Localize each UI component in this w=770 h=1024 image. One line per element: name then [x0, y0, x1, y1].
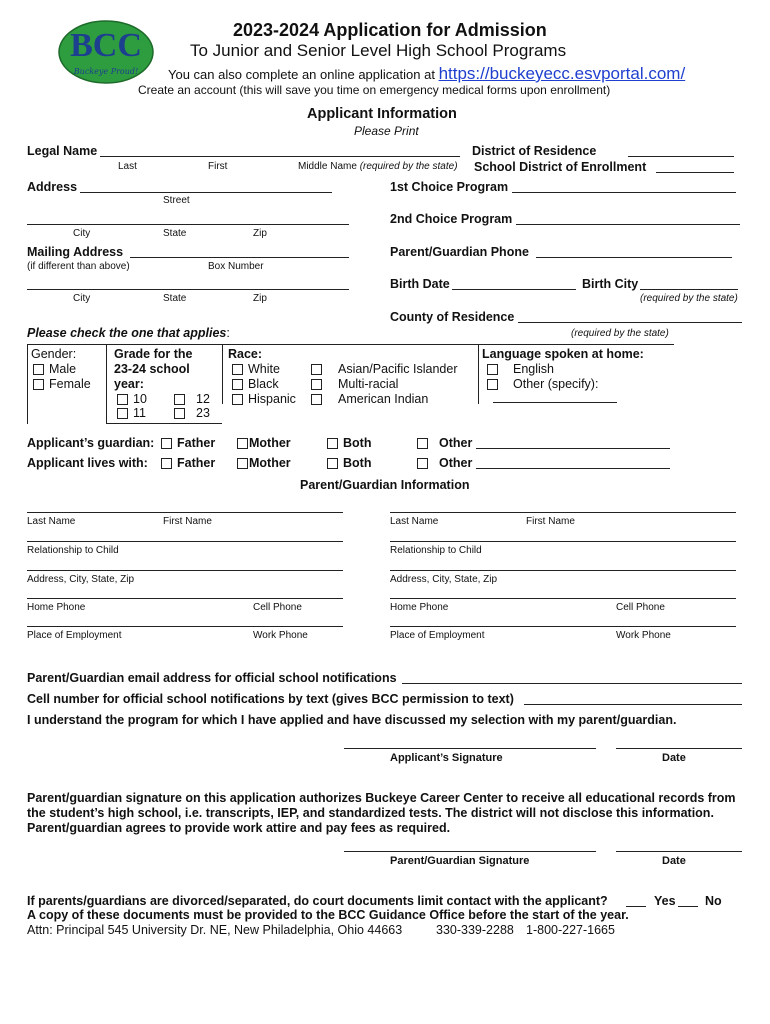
guardian-both-label: Both: [343, 436, 372, 450]
account-note: Create an account (this will save you time on emergency medical forms upon enrollment): [138, 83, 611, 97]
race-multiracial-checkbox[interactable]: [311, 379, 322, 390]
attn-address: Attn: Principal 545 University Dr. NE, New Philadelphia, Ohio 44663: [27, 923, 403, 937]
applicant-date-label: Date: [662, 752, 686, 764]
no-blank[interactable]: [678, 906, 698, 907]
grade-11-label: 11: [133, 406, 146, 420]
copy-note: A copy of these documents must be provided to the BCC Guidance Office before the start of the year.: [27, 908, 629, 922]
lives-with-label: Applicant lives with:: [27, 456, 148, 470]
language-label: Language spoken at home:: [482, 347, 644, 361]
race-american-indian-label: American Indian: [338, 392, 429, 406]
online-url-link[interactable]: https://buckeyecc.esvportal.com/: [438, 64, 686, 83]
state-label: State: [163, 228, 187, 239]
language-english-label: English: [513, 362, 554, 376]
p2-address-field[interactable]: [390, 570, 736, 571]
parent-phone-field[interactable]: [536, 257, 732, 258]
p1-last-name-label: Last Name: [27, 516, 76, 527]
p1-relationship-field[interactable]: [27, 541, 343, 542]
county-field[interactable]: [518, 322, 742, 323]
cell-notify-label: Cell number for official school notifications by text (gives BCC permission to text): [27, 692, 514, 706]
authorization-line-1: Parent/guardian signature on this application authorizes Buckeye Career Center to receive all educational records from: [27, 791, 736, 805]
p2-home-phone-label: Home Phone: [390, 602, 449, 613]
second-choice-label: 2nd Choice Program: [390, 212, 513, 226]
gender-female-checkbox[interactable]: [33, 379, 44, 390]
mailing-city-field[interactable]: [27, 289, 349, 290]
p1-address-label: Address, City, State, Zip: [27, 574, 135, 585]
guardian-father-checkbox[interactable]: [161, 438, 172, 449]
mailing-field[interactable]: [130, 257, 349, 258]
language-other-field[interactable]: [493, 402, 617, 403]
district-field[interactable]: [628, 156, 734, 157]
city-label: City: [73, 228, 91, 239]
gender-label: Gender:: [31, 347, 77, 361]
p2-last-name-label: Last Name: [390, 516, 439, 527]
p1-name-field[interactable]: [27, 512, 343, 513]
race-white-label: White: [248, 362, 280, 376]
p1-employment-label: Place of Employment: [27, 630, 122, 641]
birth-city-field[interactable]: [640, 289, 738, 290]
guardian-other-label: Other: [439, 436, 473, 450]
lives-father-label: Father: [177, 456, 216, 470]
p2-address-label: Address, City, State, Zip: [390, 574, 498, 585]
language-other-label: Other (specify):: [513, 377, 599, 391]
understand-statement: I understand the program for which I have applied and have discussed my selection with my parent/guardian.: [27, 713, 677, 727]
email-notify-field[interactable]: [402, 683, 742, 684]
p1-phone-field[interactable]: [27, 598, 343, 599]
birth-city-label: Birth City: [582, 277, 639, 291]
parent-signature-label: Parent/Guardian Signature: [390, 855, 530, 867]
bcc-logo: [58, 20, 154, 84]
p2-employment-label: Place of Employment: [390, 630, 485, 641]
race-asian-checkbox[interactable]: [311, 364, 322, 375]
legal-name-label: Legal Name: [27, 144, 98, 158]
applicant-signature-field[interactable]: [344, 748, 596, 749]
lives-other-label: Other: [439, 456, 473, 470]
box-number-label: Box Number: [208, 261, 264, 272]
email-notify-label: Parent/Guardian email address for official school notifications: [27, 671, 397, 685]
parent-info-heading: Parent/Guardian Information: [300, 478, 470, 492]
grade-label-2: 23-24 school: [114, 362, 190, 376]
birth-date-field[interactable]: [452, 289, 576, 290]
guardian-mother-checkbox[interactable]: [237, 438, 248, 449]
lives-father-checkbox[interactable]: [161, 458, 172, 469]
birth-city-required: (required by the state): [640, 293, 738, 304]
guardian-father-label: Father: [177, 436, 216, 450]
street-label: Street: [163, 195, 190, 206]
p1-first-name-label: First Name: [163, 516, 212, 527]
first-label: First: [208, 161, 228, 172]
mailing-city-label: City: [73, 293, 91, 304]
p1-address-field[interactable]: [27, 570, 343, 571]
p1-work-phone-label: Work Phone: [253, 630, 308, 641]
gender-male-label: Male: [49, 362, 77, 376]
gender-male-checkbox[interactable]: [33, 364, 44, 375]
guardian-other-field[interactable]: [476, 448, 670, 449]
p1-employment-field[interactable]: [27, 626, 343, 627]
grade-label-3: year:: [114, 377, 144, 391]
school-district-label: School District of Enrollment: [474, 160, 647, 174]
first-choice-label: 1st Choice Program: [390, 180, 509, 194]
p2-relationship-field[interactable]: [390, 541, 736, 542]
last-label: Last: [118, 161, 137, 172]
lives-mother-label: Mother: [249, 456, 291, 470]
birth-date-label: Birth Date: [390, 277, 450, 291]
no-label: No: [705, 894, 722, 908]
city-state-zip-field[interactable]: [27, 224, 349, 225]
lives-mother-checkbox[interactable]: [237, 458, 248, 469]
middle-required-note: (required by the state): [359, 161, 458, 172]
guardian-other-checkbox[interactable]: [417, 438, 428, 449]
p1-relationship-label: Relationship to Child: [27, 545, 119, 556]
legal-name-field[interactable]: [100, 156, 460, 157]
logo-tagline: Buckeye Proud!: [73, 67, 139, 76]
county-label: County of Residence: [390, 310, 515, 324]
middle-label: Middle Name: [298, 161, 357, 172]
check-one-label: Please check the one that applies: [27, 326, 227, 340]
race-black-checkbox[interactable]: [232, 379, 243, 390]
grade-23-checkbox[interactable]: [174, 408, 185, 419]
grade-12-checkbox[interactable]: [174, 394, 185, 405]
online-prefix: You can also complete an online application at: [168, 67, 435, 82]
race-multiracial-label: Multi-racial: [338, 377, 399, 391]
phone-tollfree: 1-800-227-1665: [526, 923, 615, 937]
lives-other-checkbox[interactable]: [417, 458, 428, 469]
p2-first-name-label: First Name: [526, 516, 575, 527]
p2-name-field[interactable]: [390, 512, 736, 513]
lives-both-label: Both: [343, 456, 372, 470]
p2-employment-field[interactable]: [390, 626, 736, 627]
yes-label: Yes: [654, 894, 676, 908]
race-american-indian-checkbox[interactable]: [311, 394, 322, 405]
grade-23-label: 23: [196, 406, 210, 420]
grade-label-1: Grade for the: [114, 347, 193, 361]
first-choice-field[interactable]: [512, 192, 736, 193]
yes-blank[interactable]: [626, 906, 646, 907]
guardian-mother-label: Mother: [249, 436, 291, 450]
race-label: Race:: [228, 347, 263, 361]
mailing-zip-label: Zip: [253, 293, 267, 304]
guardian-both-checkbox[interactable]: [327, 438, 338, 449]
parent-phone-label: Parent/Guardian Phone: [390, 245, 529, 259]
if-different-note: (if different than above): [27, 261, 130, 272]
phone-local: 330-339-2288: [436, 923, 514, 937]
school-district-field[interactable]: [656, 172, 734, 173]
race-white-checkbox[interactable]: [232, 364, 243, 375]
guardian-label: Applicant’s guardian:: [27, 436, 155, 450]
divorced-question: If parents/guardians are divorced/separated, do court documents limit contact with the applicant?: [27, 894, 608, 908]
grade-10-checkbox[interactable]: [117, 394, 128, 405]
grade-11-checkbox[interactable]: [117, 408, 128, 419]
applicant-heading: Applicant Information: [307, 106, 457, 122]
p2-work-phone-label: Work Phone: [616, 630, 671, 641]
mailing-label: Mailing Address: [27, 245, 124, 259]
p1-cell-phone-label: Cell Phone: [253, 602, 302, 613]
address-label: Address: [27, 180, 78, 194]
grade-12-label: 12: [196, 392, 210, 406]
race-hispanic-label: Hispanic: [248, 392, 296, 406]
gender-female-label: Female: [49, 377, 91, 391]
language-english-checkbox[interactable]: [487, 364, 498, 375]
form-title: 2023-2024 Application for Admission: [233, 20, 547, 40]
race-black-label: Black: [248, 377, 279, 391]
applicant-date-field[interactable]: [616, 748, 742, 749]
county-required: (required by the state): [571, 328, 669, 339]
parent-signature-field[interactable]: [344, 851, 596, 852]
lives-both-checkbox[interactable]: [327, 458, 338, 469]
race-asian-label: Asian/Pacific Islander: [338, 362, 458, 376]
p2-phone-field[interactable]: [390, 598, 736, 599]
applicant-signature-label: Applicant’s Signature: [390, 752, 503, 764]
cell-notify-field[interactable]: [524, 704, 742, 705]
mailing-state-label: State: [163, 293, 187, 304]
address-field[interactable]: [80, 192, 332, 193]
authorization-line-2: the student’s high school, i.e. transcripts, IEP, and standardized tests. The district will not disclose this information.: [27, 806, 714, 820]
p1-home-phone-label: Home Phone: [27, 602, 86, 613]
p2-relationship-label: Relationship to Child: [390, 545, 482, 556]
logo-letters: BCC: [70, 27, 142, 64]
parent-date-label: Date: [662, 855, 686, 867]
lives-other-field[interactable]: [476, 468, 670, 469]
language-other-checkbox[interactable]: [487, 379, 498, 390]
authorization-line-3: Parent/guardian agrees to provide work attire and pay fees as required.: [27, 821, 451, 835]
form-subtitle: To Junior and Senior Level High School Programs: [190, 41, 567, 60]
p2-cell-phone-label: Cell Phone: [616, 602, 665, 613]
race-hispanic-checkbox[interactable]: [232, 394, 243, 405]
parent-date-field[interactable]: [616, 851, 742, 852]
zip-label: Zip: [253, 228, 267, 239]
second-choice-field[interactable]: [516, 224, 740, 225]
district-label: District of Residence: [472, 144, 597, 158]
please-print: Please Print: [354, 124, 419, 138]
grade-10-label: 10: [133, 392, 147, 406]
